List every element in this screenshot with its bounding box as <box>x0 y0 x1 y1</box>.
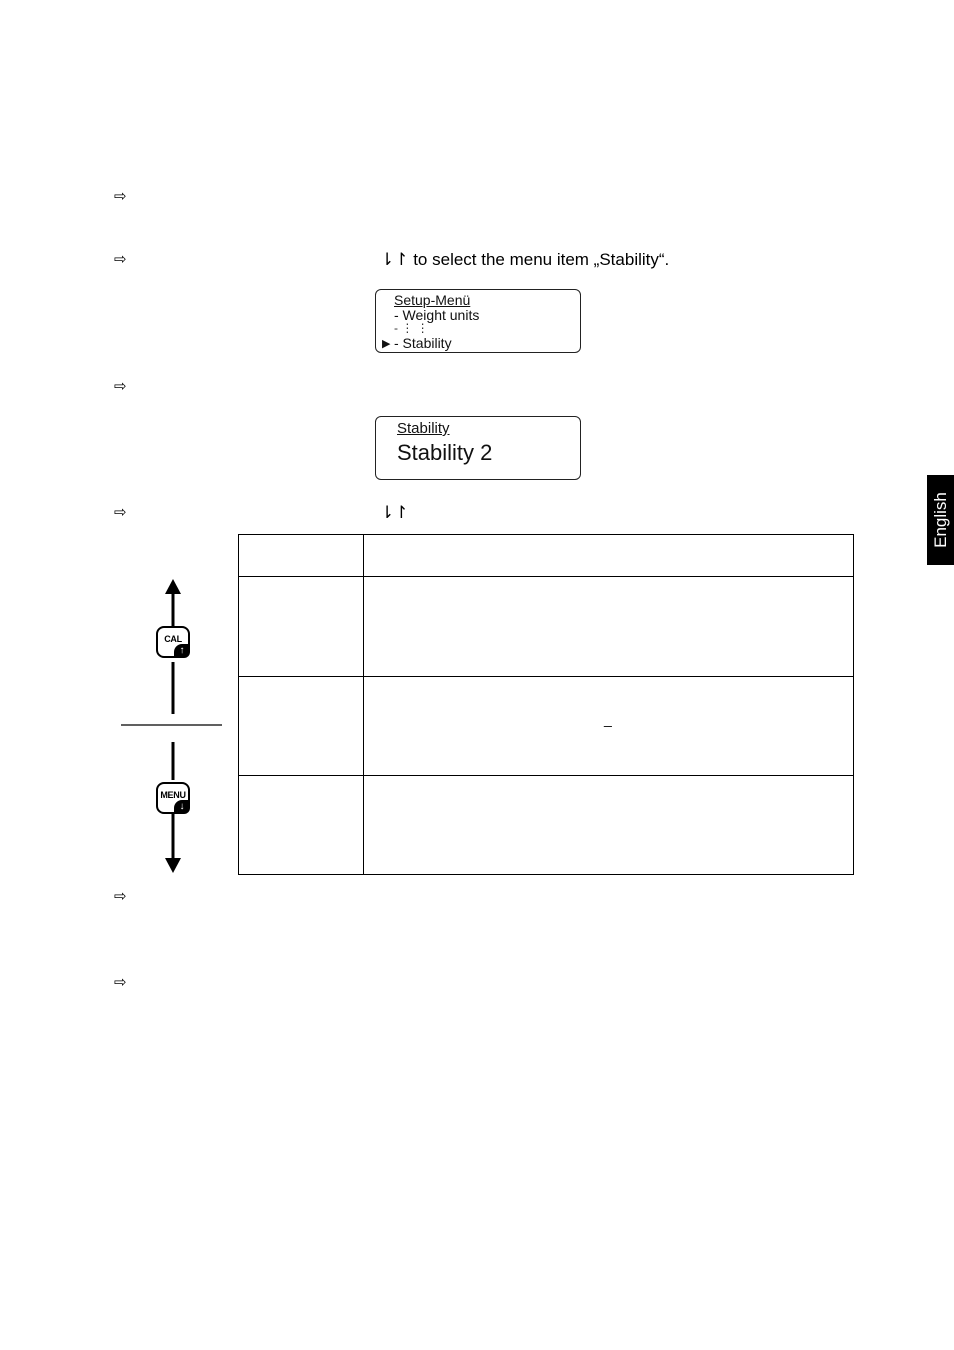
lcd-setup-line-ellipsis: - ⋮ ⋮ <box>394 321 429 335</box>
menu-key-label: MENU <box>160 790 186 800</box>
lcd-setup-pointer-icon: ▶ <box>382 338 391 350</box>
lcd-setup-menu <box>375 289 581 353</box>
step-marker-3: ⇨ <box>114 377 127 395</box>
lcd-setup-line-weight-units: - Weight units <box>394 307 480 323</box>
table-row-2-col1 <box>238 676 364 776</box>
cal-key-label: CAL <box>164 634 182 644</box>
table-row-1-col1 <box>238 576 364 677</box>
down-arrowhead-icon <box>165 858 181 873</box>
step-marker-4: ⇨ <box>114 503 127 521</box>
table-row-2-col2 <box>363 676 854 776</box>
table-row-2-underscore: _ <box>604 711 612 727</box>
lcd-stability-title: Stability <box>397 420 450 437</box>
cal-key-icon <box>156 626 190 658</box>
step-marker-2: ⇨ <box>114 250 127 268</box>
table-row-1-col2 <box>363 576 854 677</box>
step-4-text: ⇂↾ <box>380 503 409 522</box>
key-direction-diagram <box>118 576 226 876</box>
step-marker-5: ⇨ <box>114 887 127 905</box>
step-marker-6: ⇨ <box>114 973 127 991</box>
cal-key-up-icon: ↑ <box>174 644 190 658</box>
language-side-tab <box>927 475 954 565</box>
lcd-stability <box>375 416 581 480</box>
step-marker-1: ⇨ <box>114 187 127 205</box>
menu-key-down-icon: ↓ <box>174 800 190 814</box>
menu-key-icon <box>156 782 190 814</box>
stability-table <box>238 534 854 875</box>
lcd-stability-value: Stability 2 <box>397 440 493 465</box>
lcd-setup-title: Setup-Menü <box>394 292 471 308</box>
up-arrowhead-icon <box>165 579 181 594</box>
table-header-col1 <box>238 534 364 577</box>
table-row-3-col1 <box>238 775 364 875</box>
lcd-setup-line-stability: - Stability <box>394 335 452 351</box>
table-row-3-col2 <box>363 775 854 875</box>
table-header-col2 <box>363 534 854 577</box>
language-side-tab-label: English <box>930 492 950 548</box>
step-2-text: ⇂↾ to select the menu item „Stability“. <box>380 250 670 269</box>
